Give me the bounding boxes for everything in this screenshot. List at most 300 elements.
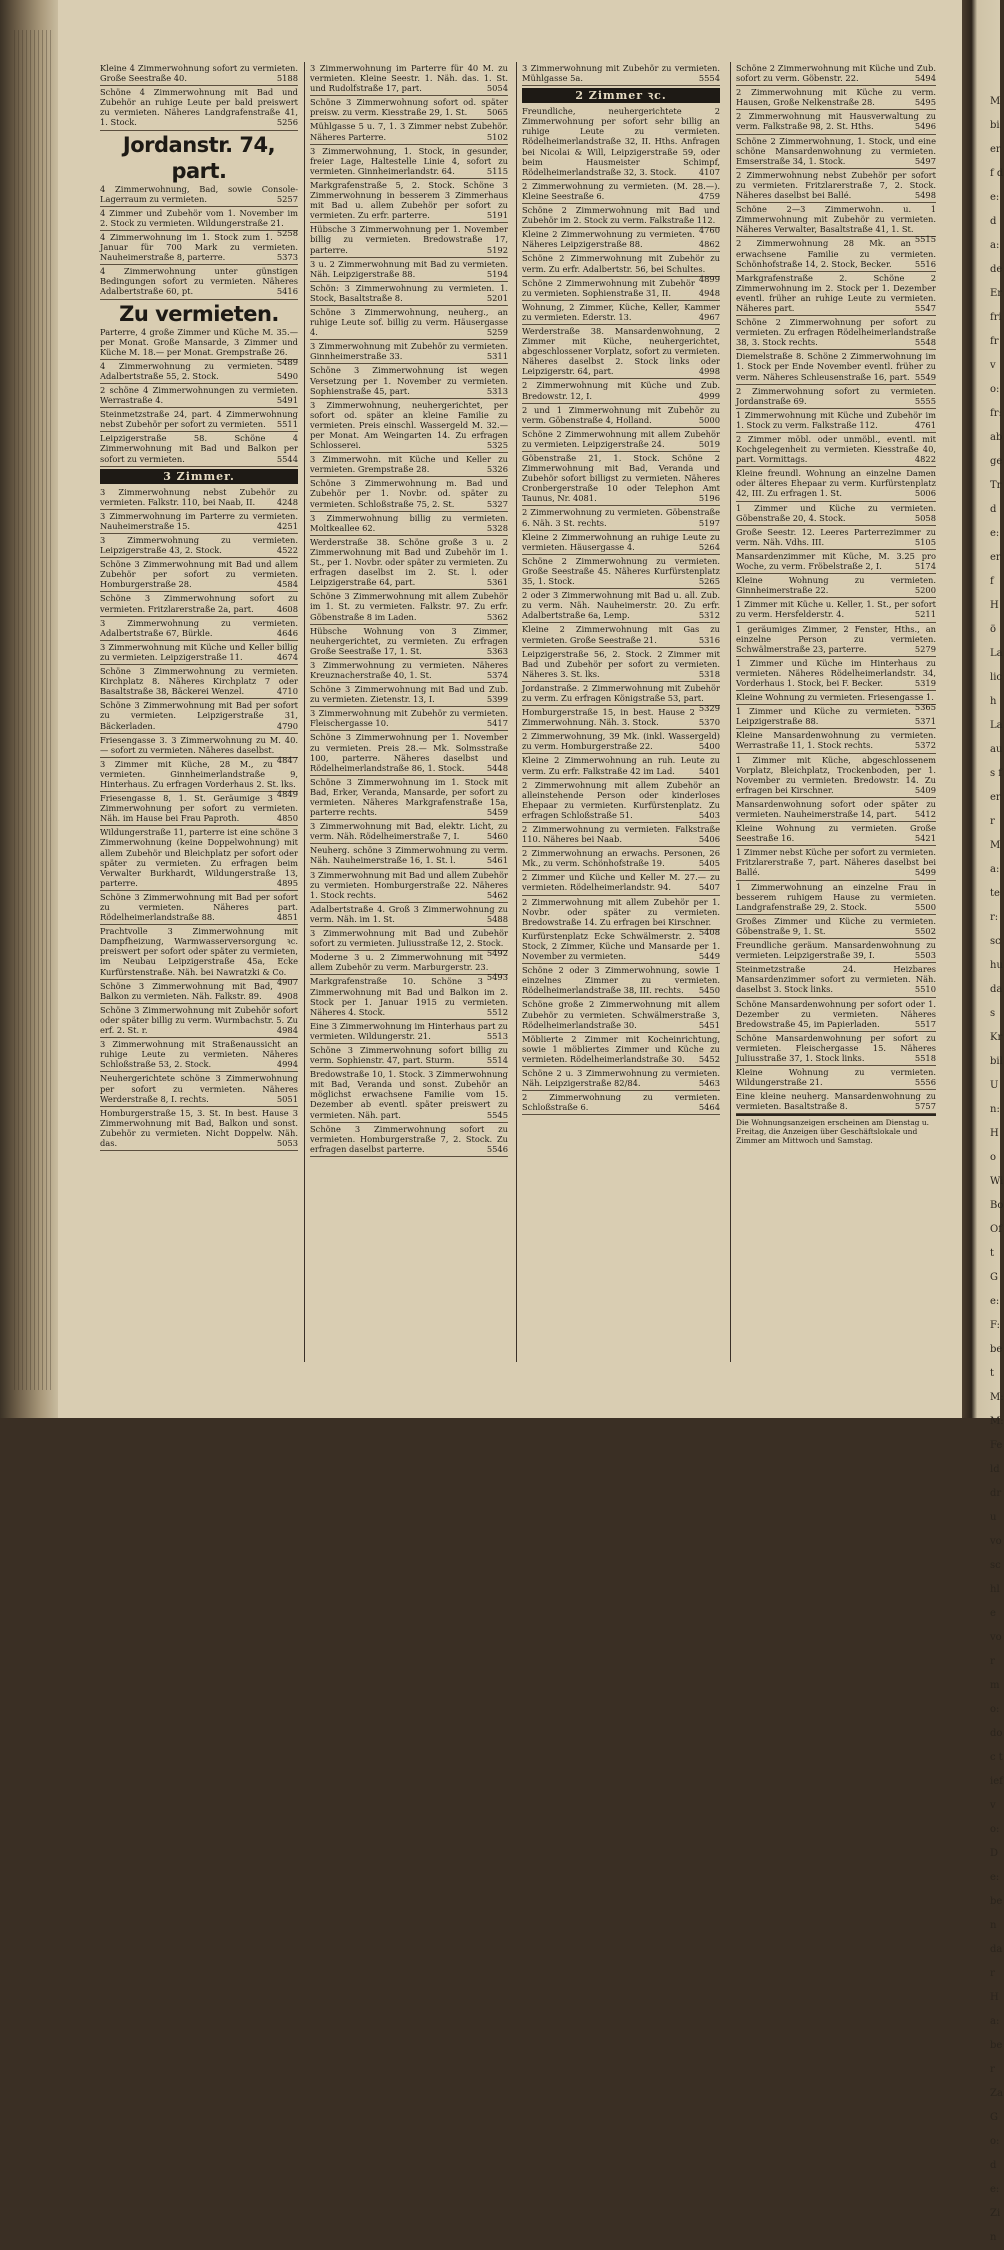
ad-text: 2 Zimmerwohnung zu vermieten. Göbenstraße 6. Näh. 3 St. rechts. [522,507,720,528]
classified-ad [100,231,298,265]
classified-ad [310,927,508,959]
ad-number: 4646 [276,627,298,638]
ad-number: 4710 [276,686,298,697]
ad-number: 5325 [486,440,508,451]
ad-text: Schöne 2 Zimmerwohnung, 1. Stock, und eine schöne Mansardenwohnung zu vermieten. Emserstraße 34, 1. Stock. [736,135,936,166]
classified-ad [522,648,720,682]
ad-number: 5405 [698,858,720,869]
ad-number: 5194 [486,268,508,279]
classified-ad [100,641,298,665]
ad-text: Bredowstraße 10, 1. Stock. 3 Zimmerwohnung mit Bad, Veranda und sonst. Zubehör an möglichst erwachsene Familie vom 15. Dezember ab eventl. später preiswert zu vermieten. Näh. part. [310,1069,508,1120]
ad-number: 4862 [698,239,720,250]
ad-text: Werderstraße 38. Mansardenwohnung, 2 Zimmer mit Küche, neuhergerichtet, abgeschlossener Vorplatz, sofort zu vermieten. Näheres daselbst 2. Stock links oder Leipzigerstr. 64, part. [522,325,720,377]
classified-ad [736,350,936,384]
classified-ad [522,847,720,871]
ad-number: 4895 [276,877,298,888]
column-4 [736,62,936,1362]
classified-ad [736,385,936,409]
ad-text: Schöne 3 Zimmerwohnung, neuherg., an ruhige Leute sof. billig zu verm. Häusergasse 4. [310,306,508,338]
classified-ad [522,1033,720,1067]
ad-number: 4967 [698,311,720,322]
classified-ad [522,204,720,236]
ad-number: 5370 [698,717,720,728]
ad-text: 3 Zimmerwohnung mit Küche und Keller billig zu vermieten. Leipzigerstraße 11. [100,641,298,662]
ad-number: 5407 [698,882,720,893]
ad-number: 5197 [698,517,720,528]
classified-ad [522,1091,720,1115]
column-divider [516,62,517,1362]
classified-ad [736,272,936,316]
classified-ad [522,62,720,86]
ad-number: 5459 [486,807,508,818]
classified-ad [310,453,508,477]
classified-ad [100,699,298,733]
classified-ad [100,510,298,534]
ad-text: Moderne 3 u. 2 Zimmerwohnung mit allem Zubehör zu verm. Marburgerstr. 23. [310,952,489,973]
ad-number: 5513 [486,1030,508,1041]
classified-ad [736,316,936,350]
classified-ad [736,1032,936,1066]
ad-text: 2 Zimmerwohnung mit Hausverwaltung zu verm. Falkstraße 98, 2. St. Hths. [736,111,936,132]
ad-text: Schöne 2 Zimmerwohnung mit Zubehör zu verm. Zu erfr. Adalbertstr. 56, bei Schultes. [522,253,720,274]
classified-ad [522,623,720,647]
classified-ad [522,964,720,998]
classified-ad [736,409,936,433]
ad-number: 5264 [698,541,720,552]
ad-text: 3 Zimmerwohnung im Parterre zu vermieten. Nauheimerstraße 15. [100,510,298,531]
ad-text: Steinmetzstraße 24, part. 4 Zimmerwohnung nebst Zubehör per sofort zu vermieten. [100,409,298,430]
ad-number: 5494 [914,73,936,84]
ad-text: Jordanstraße. 2 Zimmerwohnung mit Zubehör zu verm. Zu erfragen Königstraße 53, part. [522,682,720,703]
ad-text: 2 schöne 4 Zimmerwohnungen zu vermieten. Werrastraße 4. [100,384,298,406]
classified-ad [100,891,298,925]
column-divider [730,62,731,1362]
ad-number: 5200 [914,585,936,596]
ad-number: 4674 [276,651,298,662]
ad-text: Eine kleine neuherg. Mansardenwohnung zu vermieten. Basaltstraße 8. [736,1091,936,1112]
ad-text: Friesengasse 8, 1. St. Geräumige 3 Zimmerwohnung per sofort zu vermieten. Näh. im Hause bei Frau Paproth. [100,793,298,824]
classified-ad [310,120,508,144]
classified-ad [522,325,720,379]
ad-text: 3 Zimmerwohn. mit Küche und Keller zu vermieten. Grempstraße 28. [310,454,508,475]
ad-text: Schöne 2 u. 3 Zimmerwohnung zu vermieten. Näh. Leipzigerstraße 82/84. [522,1067,720,1089]
ad-text: 2 Zimmerwohnung mit Küche zu verm. Hausen, Große Nelkenstraße 28. [736,87,936,108]
ad-number: 5373 [276,252,298,263]
ad-number: 5493 [486,972,508,983]
ad-text: 2 Zimmerwohnung 28 Mk. an erwachsene Familie zu vermieten. Schönhofstraße 14, 2. Stock, Becker. [736,238,936,269]
ad-text: 1 Zimmer und Küche zu vermieten. Leipzigerstraße 88. [736,706,911,727]
ad-number: 5502 [914,925,936,936]
ad-number: 5257 [276,193,298,204]
ad-number: 4999 [698,390,720,401]
classified-ad [100,665,298,699]
classified-ad [736,1090,936,1114]
classified-ad [100,486,298,510]
ad-text: Leipzigerstraße 58. Schöne 4 Zimmerwohnung mit Bad und Balkon per sofort zu vermieten. [100,433,298,464]
classified-ad [310,975,508,1019]
ad-number: 5318 [698,668,720,679]
ad-number: 4948 [698,287,720,298]
ad-number: 5547 [914,302,936,313]
classified-ad [736,86,936,110]
ad-number: 4907 [276,976,298,987]
classified-ad [522,105,720,180]
ad-text: Mansardenzimmer mit Küche, M. 3.25 pro Woche, zu verm. Fröbelstraße 2, I. [736,550,936,572]
ad-text: Leipzigerstraße 56, 2. Stock. 2 Zimmer mit Bad und Zubehör per sofort zu vermieten. Näheres 3. St. lks. [522,648,720,679]
ad-text: 4 Zimmerwohnung im 1. Stock zum 1. Januar für 700 Mark zu vermieten. Nauheimerstraße 8, parterre. [100,231,298,263]
ad-text: Schöne 3 Zimmerwohnung im 1. Stock mit Bad, Erker, Veranda, Mansarde, per sofort zu vermieten. Näheres Markgrafenstraße 15a, parterre rechts. [310,776,508,818]
ad-number: 5408 [698,926,720,937]
ad-number: 4899 [698,273,720,284]
classified-ad [100,131,298,207]
ad-text: Wohnung, 2 Zimmer, Küche, Keller, Kammer zu vermieten. Ederstr. 13. [522,301,720,322]
classified-ad [310,96,508,120]
classified-ad [310,776,508,820]
ad-number: 5417 [486,718,508,729]
classified-ad [100,558,298,592]
ad-text: 2 Zimmerwohnung zu vermieten. Schloßstraße 6. [522,1092,720,1113]
ad-text: 3 Zimmerwohnung nebst Zubehör zu vermieten. Falkstr. 110, bei Naab, II. [100,486,298,507]
classified-ad [736,598,936,622]
classified-ad [736,846,936,880]
ad-number: 5065 [486,107,508,118]
ad-text: Schön: 3 Zimmerwohnung zu vermieten. 1. Stock, Basaltstraße 8. [310,282,508,303]
classified-ad [522,823,720,847]
ad-text: Schöne 3 Zimmerwohnung mit Bad per sofort zu vermieten. Näheres part. Rödelheimerlandstraße 88. [100,891,298,923]
ad-text: Schöne Mansardenwohnung per sofort oder 1. Dezember zu vermieten. Näheres Bredowstraße 45, im Papierladen. [736,998,936,1029]
ad-number: 5448 [486,762,508,773]
ad-text: Freundliche geräum. Mansardenwohnung zu vermieten. Leipzigerstraße 39, I. [736,940,936,961]
ad-text: Kleine 2 Zimmerwohnung an ruhige Leute zu vermieten. Häusergasse 4. [522,531,720,552]
ad-text: 1 Zimmer mit Küche, abgeschlossenem Vorplatz, Bleichplatz, Trockenboden, per 1. November zu vermieten. Bredowstr. 14. Zu erfragen bei Kirschner. [736,754,936,795]
ad-text: Hübsche Wohnung von 3 Zimmer, neuhergerichtet, zu vermieten. Zu erfragen Große Seestraße 17, 1. St. [310,625,508,656]
classified-ad [100,734,298,765]
ad-text: Markgrafenstraße 10. Schöne 3 Zimmerwohnung mit Bad und Balkon im 2. Stock per 1. Januar 1915 zu vermieten. Näheres 4. Stock. [310,976,508,1017]
ad-text: 3 Zimmerwohnung mit Bad und Zubehör sofort zu vermieten. Juliusstraße 12, 2. Stock. [310,928,508,949]
ad-number: 5327 [486,498,508,509]
ad-text: 2 Zimmer und Küche und Keller M. 27.— zu vermieten. Rödelheimerlandstr. 94. [522,872,720,893]
ad-number: 5329 [698,703,720,714]
publication-notice: Die Wohnungsanzeigen erscheinen am Dienstag u. Freitag, die Anzeigen über Geschäftslokale und Zimmer am Mittwoch und Samstag. [736,1114,936,1145]
classified-ad [100,384,298,408]
ad-text: Neuherg. schöne 3 Zimmerwohnung zu verm. Näh. Nauheimerstraße 16, 1. St. l. [310,845,508,866]
classified-ad [736,62,936,86]
classified-ad [100,925,298,987]
ad-text: 3 Zimmerwohnung zu vermieten. Leipzigerstraße 43, 2. Stock. [100,535,298,556]
ad-number: 5503 [914,950,936,961]
column-1 [100,62,298,1362]
classified-ad [736,169,936,203]
classified-ad [522,180,720,204]
ad-number: 5409 [914,784,936,795]
classified-ad [310,731,508,775]
next-page-fragment: M bi erf de: da: de Er fri fr vo: fr: ab ge Tr de: erf Hö La lich La aus ferr Ma: ter: schu das Kr bil Un: Ho Wi Bo Oft Ge: F: bet M: M: Feld dru vo schle vor mo: doc tief vo: De: ben dar Ha: ber Za Go: de: Zin [990,96,1004,2243]
ad-text: Adalbertstraße 4. Groß 3 Zimmerwohnung zu verm. Näh. im 1. St. [310,903,508,924]
ad-text: 2 Zimmerwohnung sofort zu vermieten. Jordanstraße 69. [736,385,936,406]
classified-ad [100,1107,298,1151]
classified-ad [736,467,936,501]
ad-text: 3 Zimmerwohnung mit Bad, elektr. Licht, zu verm. Näh. Rödelheimerstraße 7, I. [310,821,508,842]
ad-text: Markgrafenstraße 2. Schöne 2 Zimmerwohnung im 2. Stock per 1. Dezember eventl. früher an ruhige Leute zu vermieten. Näheres part. [736,272,936,313]
ad-text: Kleine Mansardenwohnung zu vermieten. Werrastraße 11, 1. Stock rechts. [736,730,936,751]
ad-number: 5006 [914,488,936,499]
classified-ad [100,617,298,641]
ad-number: 5188 [276,73,298,84]
ad-number: 5399 [486,694,508,705]
ad-text: Schöne 3 Zimmerwohnung mit allem Zubehör im 1. St. zu vermieten. Falkstr. 97. Zu erfr. Göbenstraße 8 im Laden. [310,591,508,622]
classified-ad [736,998,936,1032]
ad-text: Schöne 3 Zimmerwohnung per 1. November zu vermieten. Preis 28.— Mk. Solmsstraße 100, parterre. Näheres daselbst und Rödelheimerlandstraße 86, 1. Stock. [310,732,508,773]
classified-ad [310,179,508,223]
ad-number: 5316 [698,634,720,645]
classified-ad [310,683,508,707]
classified-ad [100,792,298,826]
ad-number: 5374 [486,669,508,680]
ad-text: 3 Zimmerwohnung zu vermieten. Adalbertstraße 67, Bürkle. [100,617,298,638]
classified-ad [310,145,508,179]
classified-ad [522,998,720,1032]
ad-number: 5518 [914,1052,936,1063]
ad-number: 5460 [486,831,508,842]
classified-ad [310,282,508,306]
ad-text: Homburgerstraße 15, 3. St. In best. Hause 3 Zimmerwohnung mit Bad, Balkon und sonst. Zubehör zu vermieten. Nicht Doppelw. Näh. das. [100,1107,298,1148]
ad-text: 4 Zimmer und Zubehör vom 1. November im 2. Stock zu vermieten. Wildungerstraße 21. [100,207,298,228]
ad-text: 4 Zimmerwohnung unter günstigen Bedingungen sofort zu vermieten. Näheres Adalbertstraße 60, pt. [100,266,298,297]
classified-ad [100,980,298,1004]
ad-number: 5452 [698,1053,720,1064]
ad-text: Schöne 2 Zimmerwohnung per sofort zu vermieten. Zu erfragen Rödelheimerlandstraße 38, 3. Stock rechts. [736,317,936,348]
ad-text: 4 Zimmerwohnung, Bad, sowie Console-Lagerraum zu vermieten. [100,183,298,204]
ad-number: 5490 [276,370,298,381]
ad-number: 5421 [914,833,936,844]
ad-number: 4584 [276,579,298,590]
ad-text: 2 oder 3 Zimmerwohnung mit Bad u. all. Zub. zu verm. Näh. Nauheimerstr. 20. Zu erfr. Adalbertstraße 6a, Lemp. [522,590,720,621]
ad-text: Schöne 2 Zimmerwohnung mit Bad und Zubehör im 2. Stock zu verm. Falkstraße 112. [522,205,720,226]
ad-number: 5265 [698,576,720,587]
ad-text: 3 Zimmerwohnung mit Straßenaussicht an ruhige Leute zu vermieten. Näheres Schloßstraße 53, 2. Stock. [100,1039,298,1070]
ad-number: 4790 [276,720,298,731]
ad-text: Schöne 2 Zimmerwohnung mit allem Zubehör zu vermieten. Leipzigerstraße 24. [522,428,720,449]
classified-ad [100,86,298,130]
classified-ad [100,1038,298,1072]
ad-number: 5192 [486,244,508,255]
classified-ad [522,228,720,252]
ad-number: 5174 [914,561,936,572]
ad-text: Hübsche 3 Zimmerwohnung per 1. November billig zu vermieten. Bredowstraße 17, parterre. [310,224,508,255]
classified-ad [736,502,936,526]
ad-number: 4107 [698,166,720,177]
ad-number: 5498 [914,190,936,201]
ad-number: 4994 [276,1059,298,1070]
ad-number: 5492 [486,948,508,959]
ad-text: 3 Zimmerwohnung zu vermieten. Näheres Kreuznacherstraße 40, 1. St. [310,659,508,680]
classified-ad [522,706,720,730]
ad-text: Göbenstraße 21, 1. Stock. Schöne 2 Zimmerwohnung mit Bad, Veranda und Zubehör sofort billigst zu vermieten. Näheres Cronbergerstraße 10 oder Telephon Amt Taunus, Nr. 4081. [522,453,720,504]
ad-number: 4849 [276,789,298,800]
ad-text: Große Seestr. 12. Leeres Parterrezimmer zu verm. Näh. Vdhs. III. [736,526,936,547]
ad-number: 5406 [698,834,720,845]
classified-columns [100,62,948,1402]
ad-text: 3 Zimmerwohnung mit Zubehör zu vermieten. Mühlgasse 5a. [522,63,720,84]
ad-number: 5258 [276,227,298,238]
ad-text: 3 Zimmerwohnung mit Zubehör zu vermieten. Ginnheimerstraße 33. [310,341,508,362]
classified-ad [736,526,936,550]
ad-number: 5548 [914,337,936,348]
ad-number: 5511 [276,419,298,430]
ad-text: 3 Zimmerwohnung mit Bad und allem Zubehör zu vermieten. Homburgerstraße 22. Näheres 1. Stock rechts. [310,869,508,900]
ad-number: 5362 [486,611,508,622]
ad-number: 5312 [698,610,720,621]
classified-ad [310,62,508,96]
classified-ad [100,758,298,800]
classified-ad [736,550,936,574]
ad-number: 5211 [914,609,936,620]
ad-text: Schöne 3 Zimmerwohnung mit Zubehör sofort oder später billig zu verm. Wurmbachstr. 5. Zu erf. 2. St. r. [100,1004,298,1036]
ad-number: 5463 [698,1078,720,1089]
ad-text: Kleine 2 Zimmerwohnung zu vermieten. Näheres Leipzigerstraße 88. [522,229,695,250]
ad-number: 5053 [276,1137,298,1148]
ad-text: Schöne 3 Zimmerwohnung mit Bad per sofort zu vermieten. Leipzigerstraße 31, Bäckerladen. [100,700,298,731]
ad-number: 5450 [698,985,720,996]
ad-text: Parterre, 4 große Zimmer und Küche M. 35.— per Monat. Große Mansarde, 3 Zimmer und Küche M. 18.— per Monat. Grempstraße 26. [100,326,298,357]
ad-text: 3 Zimmerwohnung billig zu vermieten. Moltkeallee 62. [310,512,508,533]
ad-number: 5313 [486,385,508,396]
ad-text: 3 Zimmerwohnung, 1. Stock, in gesunder, freier Lage, Haltestelle Linie 4, sofort zu vermieten. Ginnheimerlandstr. 64. [310,145,508,176]
classified-ad [522,1067,720,1091]
classified-ad [736,754,936,798]
ad-text: Schöne 3 Zimmerwohnung m. Bad und Zubehör per 1. Novbr. od. später zu vermieten. Schloßstraße 75, 2. St. [310,478,508,509]
classified-ad [736,574,936,598]
ad-text: 3 Zimmerwohnung im Parterre für 40 M. zu vermieten. Kleine Seestr. 1. Näh. das. 1. St. und Rudolfstraße 17, part. [310,63,508,94]
section-heading: 3 Zimmer. [100,469,298,484]
ad-number: 5488 [486,913,508,924]
classified-ad [736,691,936,713]
ad-number: 5517 [914,1018,936,1029]
ad-headline: Zu vermieten. [119,301,279,326]
ad-text: 2 Zimmer möbl. oder unmöbl., eventl. mit Kochgelegenheit zu vermieten. Kiesstraße 40, part. Vormittags. [736,434,936,465]
ad-text: Kurfürstenplatz Ecke Schwälmerstr. 2. Stock, 2 Zimmer, Küche und Mansarde per 1. November zu vermieten. [522,930,720,962]
ad-number: 5000 [698,414,720,425]
classified-ad [522,871,720,895]
classified-ad [310,364,508,398]
ad-text: 2 und 1 Zimmerwohnung mit Zubehör zu verm. Göbenstraße 4, Holland. [522,404,720,425]
ad-headline: Jordanstr. 74, part. [122,132,276,183]
classified-ad [522,428,720,452]
classified-ad [310,1044,508,1068]
ad-number: 5449 [698,951,720,962]
classified-ad [522,555,720,589]
ad-number: 5279 [914,643,936,654]
ad-text: Prachtvolle 3 Zimmerwohnung mit Dampfheizung, Warmwasserversorgung ꝛc. preiswert per sofort oder später zu vermieten, im Neubau Leipzigerstraße 45a, Ecke Kurfürstenstraße. Näh. bei Nawratzki & Co. [100,926,298,977]
ad-number: 5019 [698,438,720,449]
ad-number: 4759 [698,190,720,201]
column-divider [304,62,305,1362]
classified-ad [100,360,298,384]
ad-number: 4761 [914,419,936,430]
ad-number: 5319 [914,677,936,688]
classified-ad [310,512,508,536]
ad-number: 4850 [276,813,298,824]
classified-ad [310,306,508,340]
ad-text: 2 Zimmerwohnung mit allem Zubehör per 1. Novbr. oder später zu vermieten. Bredowstraße 14. Zu erfragen bei Kirschner. [522,896,720,927]
classified-ad [310,536,508,590]
classified-ad [736,881,936,915]
ad-number: 5757 [914,1101,936,1112]
ad-text: Schöne 3 Zimmerwohnung sofort billig zu verm. Sophienstr. 47, part. Sturm. [310,1044,508,1066]
ad-number: 5555 [914,395,936,406]
classified-ad [310,590,508,624]
ad-number: 5496 [914,121,936,132]
ad-text: Homburgerstraße 15, in best. Hause 2 Zimmerwohnung. Näh. 3. Stock. [522,707,695,728]
ad-text: Schöne 3 Zimmerwohnung mit Bad, Balkon zu vermieten. Näh. Falkstr. 89. [100,980,273,1001]
ad-text: Schöne 3 Zimmerwohnung sofort od. später preisw. zu verm. Kiesstraße 29, 1. St. [310,97,508,118]
classified-ad [310,340,508,364]
ad-text: 1 Zimmer und Küche im Hinterhaus zu vermieten. Näheres Rödelheimerlandstr. 34, Vorderhaus 1. Stock, bei F. Becker. [736,657,936,688]
ad-text: 3 Zimmer mit Küche, 28 M., zu vermieten. Ginnheimerlandstraße 9, Hinterhaus. Zu erfragen Vorderhaus 2. St. lks. [100,758,298,789]
ad-number: 4760 [698,225,720,236]
ad-text: Kleine Wohnung zu vermieten. Friesengasse 1. [736,692,934,703]
classified-ad [736,237,936,271]
classified-ad [522,301,720,325]
classified-ad [522,531,720,555]
classified-ad [736,433,936,467]
classified-ad [522,589,720,623]
ad-number: 5464 [698,1102,720,1113]
ad-number: 5500 [914,901,936,912]
ad-number: 5497 [914,155,936,166]
ad-number: 5401 [698,765,720,776]
classified-ad [736,729,936,753]
ad-text: 3 Zimmerwohnung mit Zubehör zu vermieten. Fleischergasse 10. [310,708,508,729]
column-3 [522,62,720,1362]
classified-ad [310,477,508,511]
ad-number: 5403 [698,809,720,820]
classified-ad [310,1020,508,1044]
ad-number: 5201 [486,292,508,303]
ad-text: Kleine freundl. Wohnung an einzelne Damen oder älteres Ehepaar zu verm. Kurfürstenplatz 42, III. Zu erfragen 1. St. [736,468,936,499]
ad-number: 4908 [276,990,298,1001]
ad-number: 5054 [486,83,508,94]
ad-text: 1 geräumiges Zimmer, 2 Fenster, Hths., an einzelne Person zu vermieten. Schwälmerstraße 23, parterre. [736,623,936,654]
ad-number: 5489 [276,356,298,367]
ad-number: 5412 [914,809,936,819]
ad-text: Wildungerstraße 11, parterre ist eine schöne 3 Zimmerwohnung (keine Doppelwohnung) mit allem Zubehör und Bleichplatz per sofort oder später zu vermieten. Zu erfragen beim Verwalter Burkhardt, Wildungerstraße 13, parterre. [100,827,298,888]
ad-number: 5461 [486,855,508,866]
ad-text: Eine 3 Zimmerwohnung im Hinterhaus part zu vermieten. Wildungerstr. 21. [310,1020,508,1041]
ad-number: 5451 [698,1019,720,1030]
ad-text: Schöne 2 Zimmerwohnung mit Zubehör zu vermieten. Sophienstraße 31, II. [522,277,695,298]
ad-text: 1 Zimmer und Küche zu vermieten. Göbenstraße 20, 4. Stock. [736,502,936,523]
classified-ad [736,110,936,134]
classified-ad [736,963,936,997]
book-binding [0,0,58,1418]
classified-ad [736,915,936,939]
ad-number: 5051 [276,1093,298,1104]
ad-number: 5554 [698,73,720,84]
ad-number: 4984 [276,1025,298,1036]
classified-ad [100,62,298,86]
ad-number: 5371 [914,716,936,727]
classified-ad [736,1066,936,1090]
ad-number: 4822 [914,454,936,465]
ad-text: Kleine 2 Zimmerwohnung mit Gas zu vermieten. Große Seestraße 21. [522,624,720,645]
ad-text: 2 Zimmerwohnung zu vermieten. (M. 28.—). Kleine Seestraße 6. [522,180,720,201]
ad-number: 4998 [698,366,720,377]
ad-text: Steinmetzstraße 24. Heizbares Mansardenzimmer sofort zu vermieten. Näh. daselbst 3. Stock links. [736,964,936,995]
ad-text: Freundliche, neuhergerichtete 2 Zimmerwohnung per sofort sehr billig an ruhige Leute zu vermieten. Rödelheimerlandstraße 32, II. Hths. Anfragen bei Nicolai & Will, Leipzigerstraße 59, oder beim Hausmeister Schimpf, Rödelheimerlandstraße 32, 3. Stock. [522,106,720,177]
ad-number: 5515 [914,234,936,245]
classified-ad [522,506,720,530]
